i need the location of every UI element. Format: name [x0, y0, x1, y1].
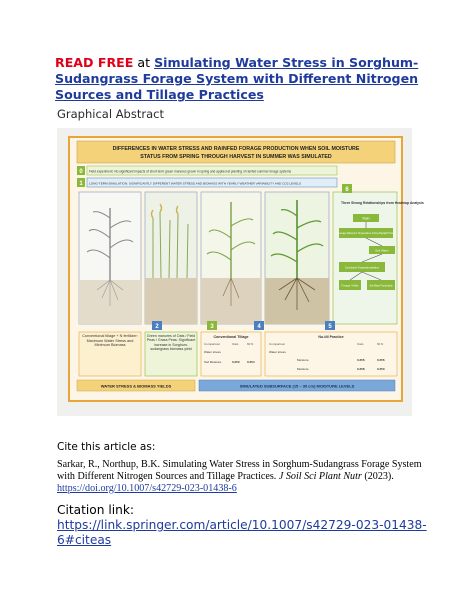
flow-node-yields-label: Forage Yields: [341, 283, 359, 288]
graphical-abstract-label: Graphical Abstract: [57, 107, 164, 121]
panel-5-col-3: 60 N: [377, 342, 384, 346]
footer-right-label: SIMULATED SUBSURFACE (15 – 30 cm) MOISTURE LEVELS: [239, 383, 355, 389]
panel-3-label: Green manures of Oats / Field Peas / Grass Peas: Significant increase in Sorghum-sudangrass biomass yield: [146, 334, 196, 352]
step-1-number: 1: [79, 181, 83, 187]
citation-reference: [57, 459, 422, 494]
doi-link[interactable]: https://doi.org/10.1007/s42729-023-01438-6: [57, 482, 237, 494]
panel-4-row-2-60n: 0.254: [247, 360, 255, 364]
step-1-text: LONG-TERM SIMULATION: SIGNIFICANTLY DIFFERENT WATER STRESS AND BIOMASS WITH YEARLY WEATHER VARIABILITY AND CO2 LEVELS: [89, 181, 302, 186]
panel-5-row-2: Moisture: [297, 358, 309, 362]
panel-5-row-2-60n: 0.256: [377, 358, 385, 362]
panel-4-col-3: 60 N: [247, 342, 254, 346]
step-0-number: 0: [79, 169, 83, 175]
panel-5-title: No-till Practice: [318, 335, 344, 339]
panel-5-number: 5: [328, 324, 332, 330]
headline: [55, 55, 430, 103]
panel-4-col-2: Oats: [232, 342, 239, 346]
plant-panel-no-till: [265, 192, 329, 324]
citation-journal: J Soil Sci Plant Nutr: [278, 470, 362, 482]
panel-4-col-1: Comparison: [204, 342, 221, 346]
citation-year: (2023).: [361, 470, 394, 482]
panel-6-number: 6: [345, 187, 349, 193]
footer-left-label: WATER STRESS & BIOMASS YIELDS: [100, 383, 172, 389]
plant-panel-conventional: [79, 192, 141, 324]
panel-2-label: Conventional tillage + N fertilizer: Maximum Water Stress and Minimum Biomass: [82, 334, 138, 348]
panel-5-col-2: Oats: [357, 342, 364, 346]
panel-4-title: Conventional Tillage: [213, 335, 249, 339]
citation-link-block: [57, 503, 432, 548]
read-free-label: READ FREE: [55, 55, 134, 70]
panel-5-row-3-60n: 0.250: [377, 367, 385, 371]
at-label: at: [133, 55, 155, 70]
plant-panel-conventional-tillage: [201, 192, 261, 324]
flow-node-et-label: Cumulative Evapotranspiration: [344, 266, 380, 270]
panel-5-row-3-oats: 0.258: [357, 367, 365, 371]
flow-node-rain-label: Rain: [362, 216, 370, 221]
citation-main-text: Sarkar, R., Northup, B.K. Simulating Water Stress in Sorghum-Sudangrass Forage System with Different Nitrogen Sources and Tillage Practices.: [57, 459, 422, 482]
panel-4-row-1: Water stress: [204, 350, 221, 354]
panel-2-number: 2: [155, 324, 159, 330]
flow-node-temperature-label: Average Maximum Temperature during Daylight Hours: [337, 232, 395, 235]
flow-node-soil-water-label: Soil Water: [375, 248, 389, 253]
banner-line-1: DIFFERENCES IN WATER STRESS AND RAINFED FORAGE PRODUCTION WHEN SOIL MOISTURE: [112, 146, 360, 152]
flow-node-productivity-label: Soil Water Productivity: [369, 285, 393, 288]
panel-5-row-1: Water stress: [269, 350, 286, 354]
citation-url-link[interactable]: https://link.springer.com/article/10.1007/s42729-023-01438-6#citeas: [57, 518, 427, 547]
article-title-link[interactable]: Simulating Water Stress in Sorghum-Sudangrass Forage System with Different Nitrogen Sources and Tillage Practices: [55, 55, 419, 102]
relationship-panel-title: Three Strong Relationships from Heatmap Analysis: [341, 201, 424, 205]
banner-line-2: STATUS FROM SPRING THROUGH HARVEST IN SUMMER WAS SIMULATED: [140, 154, 332, 160]
citation-link-label: Citation link:: [57, 503, 135, 517]
graphical-abstract-svg: [57, 128, 424, 416]
panel-5-col-1: Comparison: [269, 342, 286, 346]
panel-5-row-3: Moisture: [297, 367, 309, 371]
panel-4-row-2: Soil Moisture: [204, 360, 222, 364]
panel-5-row-2-oats: 0.256: [357, 358, 365, 362]
cite-label: Cite this article as:: [57, 441, 156, 453]
step-0-text: Field experiment: No significant impacts of short-term green manures grown in spring and applied at planting of rainfed summer forage systems: [89, 169, 292, 174]
panel-4-row-2-oats: 0.250: [232, 360, 240, 364]
panel-3-number: 3: [210, 324, 214, 330]
relationship-panel: [333, 192, 397, 324]
panel-4-number: 4: [257, 324, 261, 330]
graphical-abstract-figure: [57, 128, 424, 416]
plant-panel-green-manure: [145, 192, 197, 324]
